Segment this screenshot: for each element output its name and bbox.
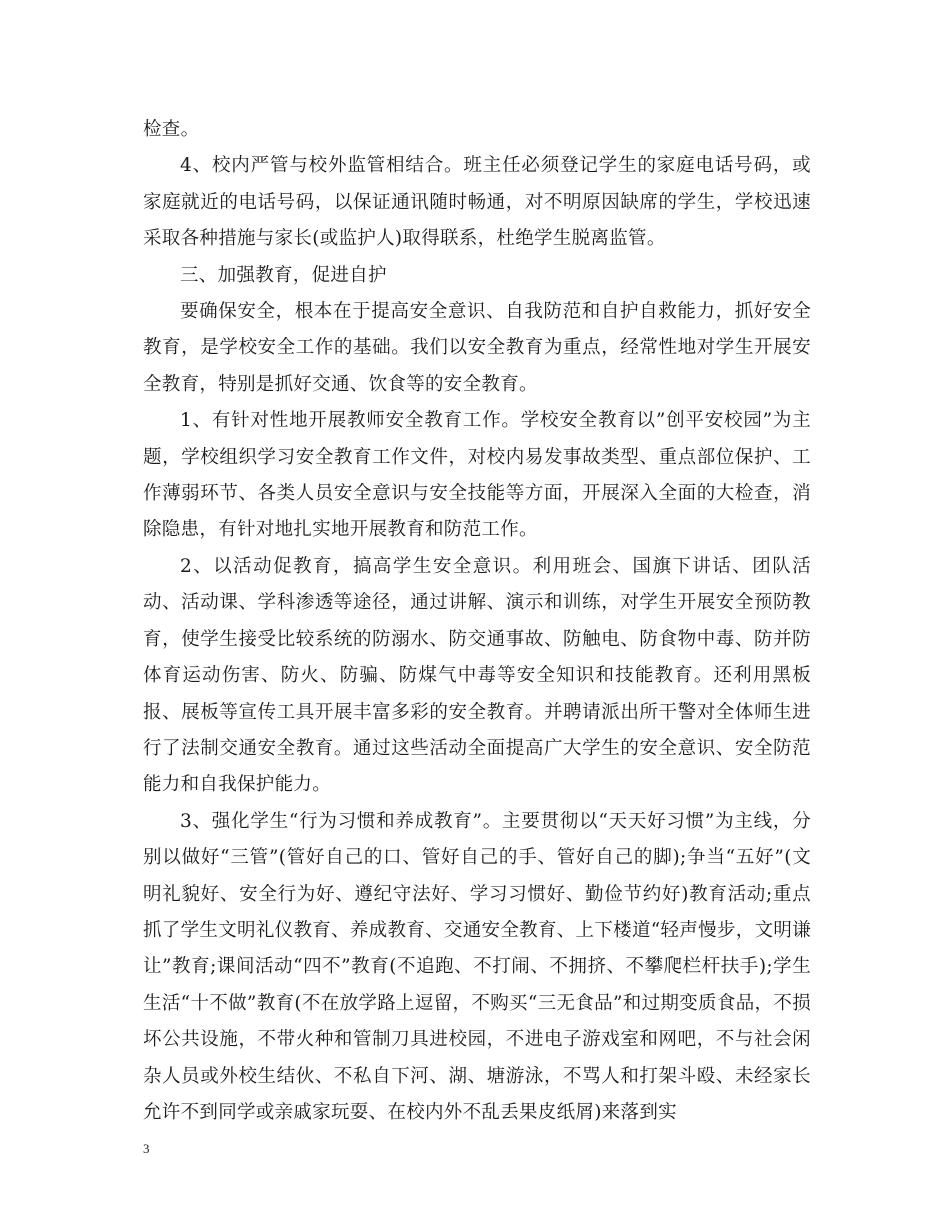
document-body [143, 112, 811, 1131]
paragraph-item-2: 2、以活动促教育，搞高学生安全意识。利用班会、国旗下讲话、团队活动、活动课、学科渗透等途径，通过讲解、演示和训练，对学生开展安全预防教育，使学生接受比较系统的防溺水、防交通事故、防触电、防食物中毒、防并防体育运动伤害、防火、防骗、防煤气中毒等安全知识和技能教育。还利用黑板报、展板等宣传工具开展丰富多彩的安全教育。并聘请派出所干警对全体师生进行了法制交通安全教育。通过这些活动全面提高广大学生的安全意识、安全防范能力和自我保护能力。 [143, 555, 811, 796]
paragraph-item-1: 1、有针对性地开展教师安全教育工作。学校安全教育以”创平安校园”为主题，学校组织学习安全教育工作文件，对校内易发事故类型、重点部位保护、工作薄弱环节、各类人员安全意识与安全技能等方面，开展深入全面的大检查，消除隐患，有针对地扎实地开展教育和防范工作。 [143, 410, 811, 541]
paragraph-item-4: 4、校内严管与校外监管相结合。班主任必须登记学生的家庭电话号码，或家庭就近的电话号码，以保证通讯随时畅通，对不明原因缺席的学生，学校迅速采取各种措施与家长(或监护人)取得联系，杜绝学生脱离监管。 [143, 155, 811, 250]
paragraph-continuation: 检查。 [143, 119, 200, 140]
section-heading-3: 三、加强教育，促进自护 [180, 264, 387, 286]
paragraph-intro: 要确保安全，根本在于提高安全意识、自我防范和自护自救能力，抓好安全教育，是学校安全工作的基础。我们以安全教育为重点，经常性地对学生开展安全教育，特别是抓好交通、饮食等的安全教育。 [143, 301, 811, 395]
paragraph-item-3: 3、强化学生“行为习惯和养成教育”。主要贯彻以“天天好习惯”为主线，分别以做好“三管”(管好自己的口、管好自己的手、管好自己的脚);争当“五好”(文明礼貌好、安全行为好、遵纪守法好、学习习惯好、勤俭节约好)教育活动;重点抓了学生文明礼仪教育、养成教育、交通安全教育、上下楼道“轻声慢步，文明谦让”教育;课间活动“四不”教育(不追跑、不打闹、不拥挤、不攀爬栏杆扶手);学生生活“十不做”教育(不在放学路上逗留，不购买“三无食品”和过期变质食品，不损坏公共设施，不带火种和管制刀具进校园，不进电子游戏室和网吧，不与社会闲杂人员或外校生结伙、不私自下河、湖、塘游泳，不骂人和打架斗殴、未经家长允许不到同学或亲戚家玩耍、在校内外不乱丢果皮纸屑)来落到实 [143, 810, 811, 1123]
page-number: 3 [143, 1141, 150, 1156]
